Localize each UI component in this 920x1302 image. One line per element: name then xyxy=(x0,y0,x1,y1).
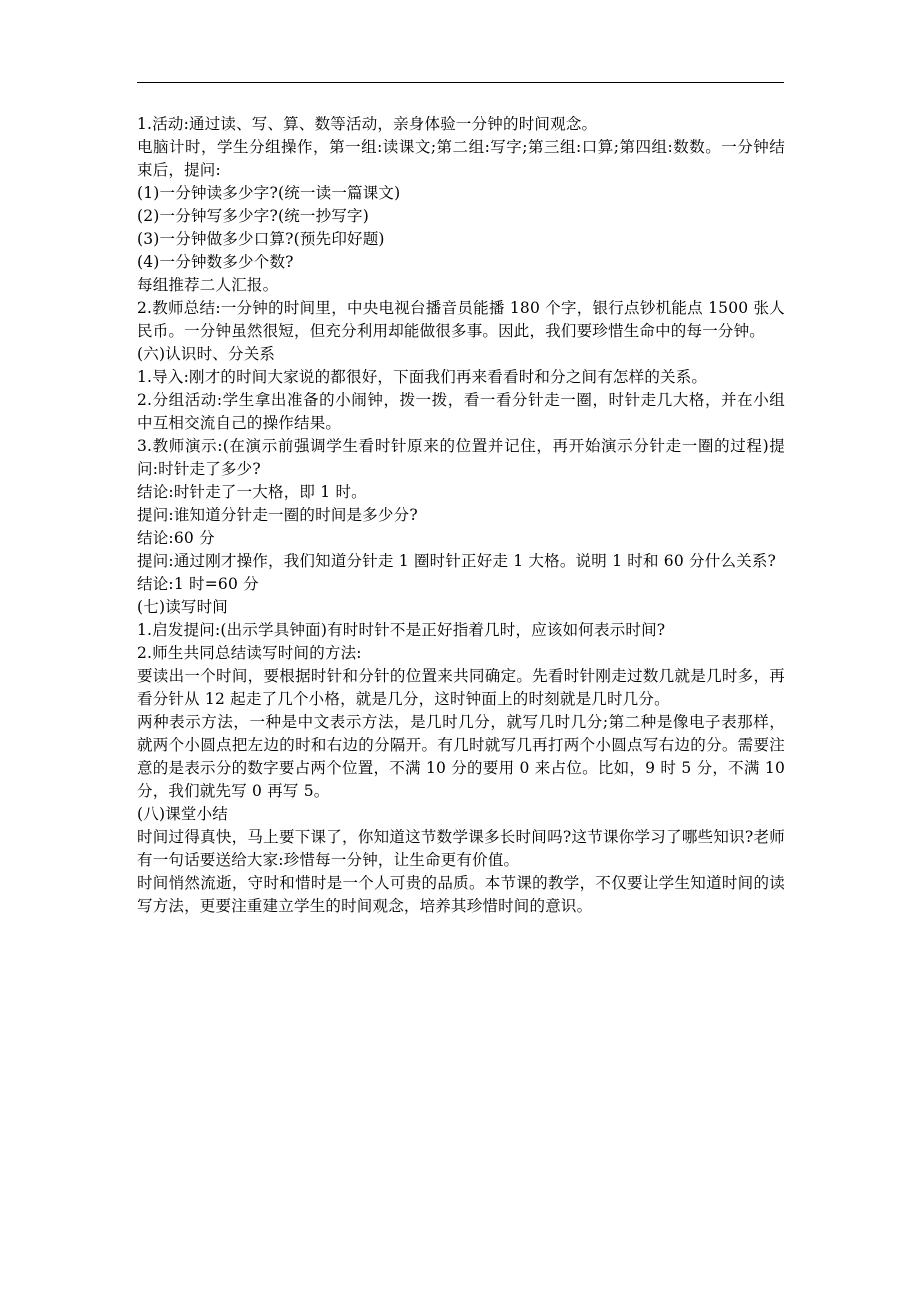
paragraph: 2.师生共同总结读写时间的方法: xyxy=(137,644,362,662)
paragraph: (2)一分钟写多少字?(统一抄写字) xyxy=(137,207,369,225)
paragraph: 两种表示方法，一种是中文表示方法，是几时几分，就写几时几分;第二种是像电子表那样，就两个小圆点把左边的时和右边的分隔开。有几时就写几再打两个小圆点写右边的分。需要注意的是表示分的数字要占两个位置，不满 10 分的要用 0 来占位。比如，9 时 5 分，不满 10 分，我们就先写 0 再写 5。 xyxy=(137,713,785,800)
paragraph: (1)一分钟读多少字?(统一读一篇课文) xyxy=(137,184,401,202)
section-heading: (六)认识时、分关系 xyxy=(137,345,276,363)
paragraph: (3)一分钟做多少口算?(预先印好题) xyxy=(137,230,385,248)
paragraph: 时间悄然流逝，守时和惜时是一个人可贵的品质。本节课的教学，不仅要让学生知道时间的读写方法，更要注重建立学生的时间观念，培养其珍惜时间的意识。 xyxy=(137,874,785,915)
paragraph: 结论:1 时=60 分 xyxy=(137,575,259,593)
paragraph: 结论:时针走了一大格，即 1 时。 xyxy=(137,483,367,501)
paragraph: 1.活动:通过读、写、算、数等活动，亲身体验一分钟的时间观念。 xyxy=(137,115,598,133)
paragraph: 3.教师演示:(在演示前强调学生看时针原来的位置并记住，再开始演示分针走一圈的过程)提问:时针走了多少? xyxy=(137,437,785,478)
header-rule xyxy=(137,82,784,83)
paragraph: 每组推荐二人汇报。 xyxy=(137,276,279,294)
paragraph: 1.启发提问:(出示学具钟面)有时时针不是正好指着几时，应该如何表示时间? xyxy=(137,621,666,639)
paragraph: 要读出一个时间，要根据时针和分针的位置来共同确定。先看时针刚走过数几就是几时多，再看分针从 12 起走了几个小格，就是几分，这时钟面上的时刻就是几时几分。 xyxy=(137,667,785,708)
section-heading: (七)读写时间 xyxy=(137,598,228,616)
paragraph: 时间过得真快，马上要下课了，你知道这节数学课多长时间吗?这节课你学习了哪些知识?老师有一句话要送给大家:珍惜每一分钟，让生命更有价值。 xyxy=(137,828,785,869)
paragraph: 提问:通过刚才操作，我们知道分针走 1 圈时针正好走 1 大格。说明 1 时和 60 分什么关系? xyxy=(137,552,777,570)
section-heading: (八)课堂小结 xyxy=(137,805,228,823)
paragraph: (4)一分钟数多少个数? xyxy=(137,253,294,271)
paragraph: 1.导入:刚才的时间大家说的都很好，下面我们再来看看时和分之间有怎样的关系。 xyxy=(137,368,708,386)
paragraph: 提问:谁知道分针走一圈的时间是多少分? xyxy=(137,506,418,524)
document-body xyxy=(137,113,785,918)
paragraph: 结论:60 分 xyxy=(137,529,215,547)
paragraph: 2.分组活动:学生拿出准备的小闹钟，拨一拨，看一看分针走一圈，时针走几大格，并在小组中互相交流自己的操作结果。 xyxy=(137,391,785,432)
paragraph: 2.教师总结:一分钟的时间里，中央电视台播音员能播 180 个字，银行点钞机能点 1500 张人民币。一分钟虽然很短，但充分利用却能做很多事。因此，我们要珍惜生命中的每一分钟。 xyxy=(137,299,785,340)
paragraph: 电脑计时，学生分组操作，第一组:读课文;第二组:写字;第三组:口算;第四组:数数。一分钟结束后，提问: xyxy=(137,138,785,179)
